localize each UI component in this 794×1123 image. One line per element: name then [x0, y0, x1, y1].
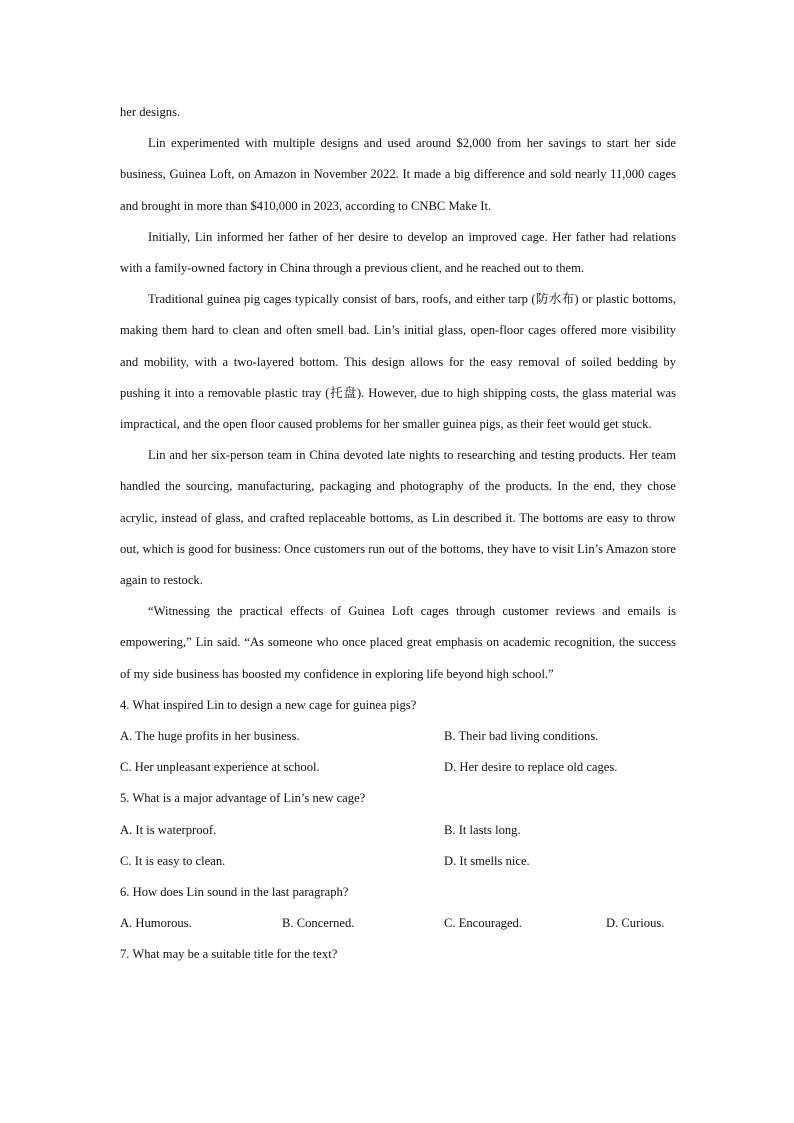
- question-6-option-d: D. Curious.: [606, 916, 665, 931]
- question-4-options-row-2: [120, 752, 676, 783]
- paragraph: Lin and her six-person team in China devoted late nights to researching and testing products. Her team handled the sourcing, manufacturing, packaging and photography of the products. In the end, they chose acrylic, instead of glass, and crafted replaceable bottoms, as Lin described it. The bottoms are easy to throw out, which is good for business: Once customers run out of the bottoms, they have to visit Lin’s Amazon store again to restock.: [120, 448, 676, 588]
- paragraph-continuation: her designs.: [120, 105, 181, 119]
- question-5-option-c: C. It is easy to clean.: [120, 853, 226, 868]
- question-4-stem: 4. What inspired Lin to design a new cage for guinea pigs?: [120, 697, 417, 712]
- document-body: [120, 97, 676, 971]
- question-5-option-b: B. It lasts long.: [444, 822, 521, 837]
- question-4-option-c: C. Her unpleasant experience at school.: [120, 760, 320, 775]
- question-4-options-row-1: [120, 721, 676, 752]
- question-7-stem: 7. What may be a suitable title for the text?: [120, 947, 338, 962]
- question-5-option-d: D. It smells nice.: [444, 853, 530, 868]
- paragraph: Traditional guinea pig cages typically consist of bars, roofs, and either tarp (防水布) or plastic bottoms, making them hard to clean and often smell bad. Lin’s initial glass, open-floor cages offered more visibility and mobility, with a two-layered bottom. This design allows for the easy removal of soiled bedding by pushing it into a removable plastic tray (托盘). However, due to high shipping costs, the glass material was impractical, and the open floor caused problems for her smaller guinea pigs, as their feet would get stuck.: [120, 292, 676, 432]
- paragraph: Initially, Lin informed her father of her desire to develop an improved cage. Her father had relations with a family-owned factory in China through a previous client, and he reached out to them.: [120, 229, 676, 276]
- question-6-option-b: B. Concerned.: [282, 916, 355, 931]
- question-4-option-d: D. Her desire to replace old cages.: [444, 760, 618, 775]
- question-5-stem: 5. What is a major advantage of Lin’s new cage?: [120, 791, 366, 806]
- question-6-options-row: [120, 908, 676, 939]
- question-6-option-a: A. Humorous.: [120, 916, 192, 931]
- question-4-option-b: B. Their bad living conditions.: [444, 729, 599, 744]
- question-5-options-row-2: [120, 846, 676, 877]
- question-6-option-c: C. Encouraged.: [444, 916, 522, 931]
- paragraph: “Witnessing the practical effects of Guinea Loft cages through customer reviews and emails is empowering,” Lin said. “As someone who once placed great emphasis on academic recognition, the success of my side business has boosted my confidence in exploring life beyond high school.”: [120, 604, 676, 681]
- question-4-option-a: A. The huge profits in her business.: [120, 729, 300, 744]
- question-5-options-row-1: [120, 815, 676, 846]
- paragraph: Lin experimented with multiple designs and used around $2,000 from her savings to start her side business, Guinea Loft, on Amazon in November 2022. It made a big difference and sold nearly 11,000 cages and brought in more than $410,000 in 2023, according to CNBC Make It.: [120, 136, 676, 213]
- question-6-stem: 6. How does Lin sound in the last paragraph?: [120, 885, 349, 900]
- question-5-option-a: A. It is waterproof.: [120, 822, 217, 837]
